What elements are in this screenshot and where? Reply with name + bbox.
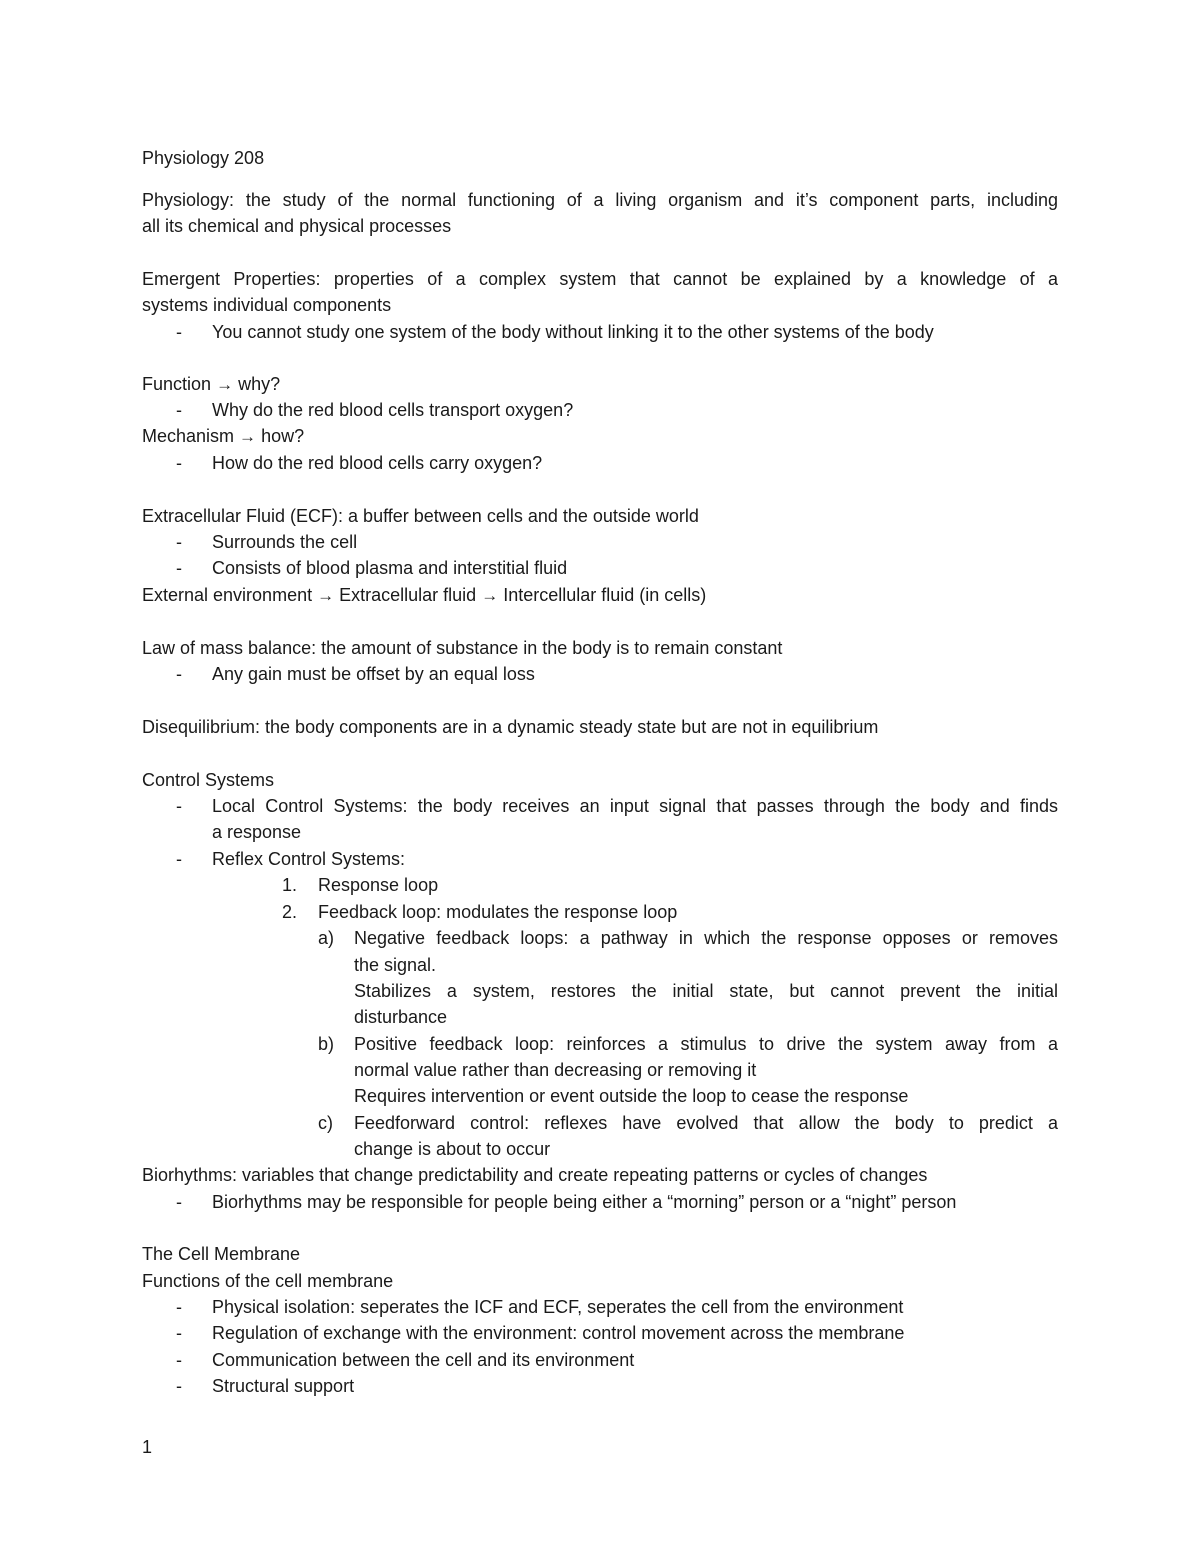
ecf-bullet-1: Surrounds the cell <box>212 532 358 552</box>
page-number: 1 <box>142 1437 153 1457</box>
bullet-dash: - <box>176 1376 182 1396</box>
flow-external-environment: External environment <box>142 585 313 605</box>
membrane-bullet-1: Physical isolation: seperates the ICF and ECF, seperates the cell from the environment <box>212 1297 904 1317</box>
ecf-bullet-2: Consists of blood plasma and interstitial fluid <box>212 558 568 578</box>
emergent-properties-line-1: Emergent Properties: properties of a complex system that cannot be explained by a knowledge of a <box>142 269 1058 289</box>
positive-feedback-line-3: Requires intervention or event outside the loop to cease the response <box>354 1086 909 1106</box>
emergent-properties-line-2: systems individual components <box>142 295 392 315</box>
biorhythms-definition: Biorhythms: variables that change predictability and create repeating patterns or cycles of changes <box>142 1165 928 1185</box>
bullet-dash: - <box>176 664 182 684</box>
mass-balance-definition: Law of mass balance: the amount of substance in the body is to remain constant <box>142 638 783 658</box>
feedback-loop-item: Feedback loop: modulates the response loop <box>318 902 678 922</box>
mass-balance-bullet-1: Any gain must be offset by an equal loss <box>212 664 535 684</box>
negative-feedback-line-4: disturbance <box>354 1007 448 1027</box>
control-systems-heading: Control Systems <box>142 770 275 790</box>
bullet-dash: - <box>176 1297 182 1317</box>
physiology-definition-line-2: all its chemical and physical processes <box>142 216 452 236</box>
bullet-dash: - <box>176 849 182 869</box>
negative-feedback-line-3: Stabilizes a system, restores the initial state, but cannot prevent the initial <box>354 981 1058 1001</box>
feedforward-line-1: Feedforward control: reflexes have evolved that allow the body to predict a <box>354 1113 1058 1133</box>
list-letter: a) <box>318 928 335 948</box>
biorhythms-bullet-1: Biorhythms may be responsible for people being either a “morning” person or a “night” person <box>212 1192 957 1212</box>
bullet-dash: - <box>176 796 182 816</box>
negative-feedback-line-2: the signal. <box>354 955 437 975</box>
ecf-definition: Extracellular Fluid (ECF): a buffer between cells and the outside world <box>142 506 699 526</box>
local-control-line-2: a response <box>212 822 302 842</box>
function-question: why? <box>238 374 281 394</box>
bullet-dash: - <box>176 400 182 420</box>
emergent-bullet-1: You cannot study one system of the body without linking it to the other systems of the body <box>212 322 934 342</box>
bullet-dash: - <box>176 558 182 578</box>
response-loop-item: Response loop <box>318 875 439 895</box>
right-arrow-icon: → <box>481 586 499 605</box>
ecf-flow-line <box>142 582 1058 609</box>
mechanism-line <box>142 423 1058 450</box>
bullet-dash: - <box>176 1350 182 1370</box>
disequilibrium-definition: Disequilibrium: the body components are in a dynamic steady state but are not in equilibrium <box>142 717 879 737</box>
membrane-bullet-3: Communication between the cell and its environment <box>212 1350 635 1370</box>
feedforward-line-2: change is about to occur <box>354 1139 551 1159</box>
function-line <box>142 371 1058 398</box>
bullet-dash: - <box>176 532 182 552</box>
list-number: 1. <box>282 875 298 895</box>
function-bullet-1: Why do the red blood cells transport oxygen? <box>212 400 574 420</box>
bullet-dash: - <box>176 453 182 473</box>
reflex-control-heading: Reflex Control Systems: <box>212 849 406 869</box>
negative-feedback-line-1: Negative feedback loops: a pathway in which the response opposes or removes <box>354 928 1058 948</box>
right-arrow-icon: → <box>239 427 257 446</box>
physiology-definition-line-1: Physiology: the study of the normal functioning of a living organism and it’s component parts, including <box>142 190 1058 210</box>
list-letter: b) <box>318 1034 335 1054</box>
document-title: Physiology 208 <box>142 148 265 168</box>
positive-feedback-line-2: normal value rather than decreasing or removing it <box>354 1060 757 1080</box>
membrane-bullet-4: Structural support <box>212 1376 355 1396</box>
cell-membrane-subheading: Functions of the cell membrane <box>142 1271 394 1291</box>
bullet-dash: - <box>176 1192 182 1212</box>
list-number: 2. <box>282 902 298 922</box>
cell-membrane-heading: The Cell Membrane <box>142 1244 301 1264</box>
local-control-line-1: Local Control Systems: the body receives an input signal that passes through the body and finds <box>212 796 1058 816</box>
flow-intercellular-fluid: Intercellular fluid (in cells) <box>503 585 707 605</box>
mechanism-label: Mechanism <box>142 426 235 446</box>
bullet-dash: - <box>176 1323 182 1343</box>
membrane-bullet-2: Regulation of exchange with the environment: control movement across the membrane <box>212 1323 905 1343</box>
positive-feedback-line-1: Positive feedback loop: reinforces a stimulus to drive the system away from a <box>354 1034 1058 1054</box>
mechanism-bullet-1: How do the red blood cells carry oxygen? <box>212 453 543 473</box>
bullet-dash: - <box>176 322 182 342</box>
list-letter: c) <box>318 1113 333 1133</box>
function-label: Function <box>142 374 212 394</box>
flow-extracellular-fluid: Extracellular fluid <box>339 585 477 605</box>
mechanism-question: how? <box>261 426 305 446</box>
right-arrow-icon: → <box>216 375 234 394</box>
right-arrow-icon: → <box>317 586 335 605</box>
